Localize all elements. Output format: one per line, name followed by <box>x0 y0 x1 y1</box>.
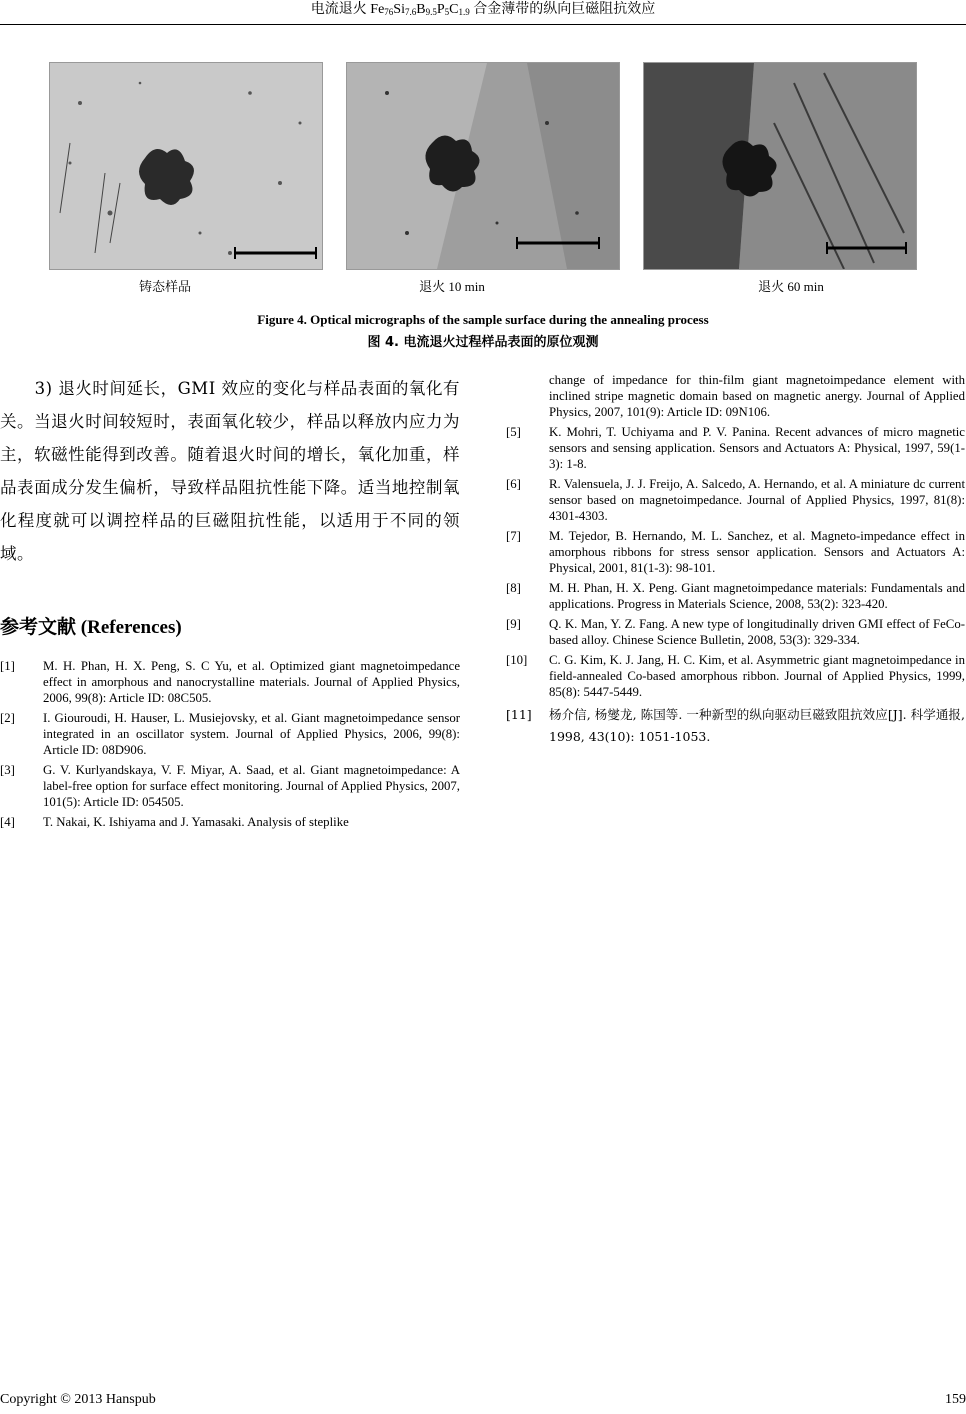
reference-item: [9] Q. K. Man, Y. Z. Fang. A new type of longitudinally driven GMI effect of FeCo-based alloy. Chinese Science Bulletin, 2008, 53(3): 329-334. <box>506 617 965 647</box>
formula-el-2: $B_{9.5}$ <box>416 2 437 17</box>
reference-item: [2] I. Giouroudi, H. Hauser, L. Musiejovsky, et al. Giant magnetoimpedance sensor integrated in an oscillator system. Journal of Applied Physics, 2006, 99(8): Article ID: 08D906. <box>0 711 460 757</box>
references-heading-cn: 参考文献 <box>0 616 77 638</box>
micrograph-as-cast <box>49 62 323 270</box>
formula-el-4: $C_{1.9}$ <box>449 2 470 17</box>
micrograph-annealed-10min <box>346 62 620 270</box>
reference-item: [5] K. Mohri, T. Uchiyama and P. V. Panina. Recent advances of micro magnetic sensors and sensing application. Sensors and Actuators A: Physical, 1997, 59(1-3): 1-8. <box>506 425 965 471</box>
reference-item: [4] T. Nakai, K. Ishiyama and J. Yamasaki. Analysis of steplike <box>0 815 349 829</box>
header-title-prefix: 电流退火 Fe <box>310 2 385 17</box>
references-heading-en: (References) <box>80 617 182 638</box>
references-right-column <box>506 372 965 752</box>
formula-el-1: $Si_{7.6}$ <box>393 2 417 17</box>
footer-copyright: Copyright © 2013 Hanspub <box>0 1392 156 1407</box>
reference-item: [6] R. Valensuela, J. J. Freijo, A. Salcedo, A. Hernando, et al. A miniature dc current sensor based on magnetoimpedance. Journal of Applied Physics, 1997, 81(8): 4301-4303. <box>506 477 965 523</box>
micrograph-annealed-60min <box>643 62 917 270</box>
header-title-suffix: 合金薄带的纵向巨磁阻抗效应 <box>469 2 656 17</box>
formula-el-3: $P_5$ <box>436 2 450 17</box>
reference-continuation: change of impedance for thin-film giant magnetoimpedance element with inclined stripe magnetic domain based on magnetic anergy. Journal of Applied Physics, 2007, 101(9): Article ID: 09N106. <box>549 373 965 419</box>
references-left-column <box>0 658 460 834</box>
running-header <box>0 0 966 22</box>
panel-label-10min: 退火 10 min <box>419 279 485 294</box>
panel-label-as-cast: 铸态样品 <box>138 279 191 294</box>
reference-item: [3] G. V. Kurlyandskaya, V. F. Miyar, A. Saad, et al. Giant magnetoimpedance: A label-free option for surface effect monitoring. Journal of Applied Physics, 2007, 101(5): Article ID: 054505. <box>0 763 460 809</box>
header-rule <box>0 24 966 25</box>
reference-item: [11] 杨介信, 杨燮龙, 陈国等. 一种新型的纵向驱动巨磁致阻抗效应[J]. 科学通报, 1998, 43(10): 1051-1053. <box>506 707 965 744</box>
references-heading <box>0 612 182 639</box>
footer-page-number: 159 <box>945 1392 966 1407</box>
figure-caption-cn: 图 4. 电流退火过程样品表面的原位观测 <box>367 335 599 350</box>
formula-el-0: 76 <box>384 7 394 17</box>
reference-item: [1] M. H. Phan, H. X. Peng, S. C Yu, et al. Optimized giant magnetoimpedance effect in amorphous and nanocrystalline materials. Journal of Applied Physics, 2006, 99(8): Article ID: 08C505. <box>0 659 460 705</box>
panel-label-60min: 退火 60 min <box>758 279 824 294</box>
reference-item: [10] C. G. Kim, K. J. Jang, H. C. Kim, et al. Asymmetric giant magnetoimpedance in field-annealed Co-based amorphous ribbon. Journal of Applied Physics, 1999, 85(8): 5447-5449. <box>506 653 965 699</box>
reference-item: [8] M. H. Phan, H. X. Peng. Giant magnetoimpedance materials: Fundamentals and applications. Progress in Materials Science, 2008, 53(2): 323-420. <box>506 581 965 611</box>
figure-caption-en: Figure 4. Optical micrographs of the sample surface during the annealing process <box>257 312 709 327</box>
reference-item: [7] M. Tejedor, B. Hernando, M. L. Sanchez, et al. Magneto-impedance effect in amorphous ribbons for stress sensor application. Sensors and Actuators A: Physical, 2001, 81(1-3): 98-101. <box>506 529 965 575</box>
body-paragraph: 3) 退火时间延长，GMI 效应的变化与样品表面的氧化有关。当退火时间较短时，表面氧化较少，样品以释放内应力为主，软磁性能得到改善。随着退火时间的增长，氧化加重，样品表面成分发生偏析，导致样品阻抗性能下降。适当地控制氧化程度就可以调控样品的巨磁阻抗性能，以适用于不同的领域。 <box>0 379 460 563</box>
